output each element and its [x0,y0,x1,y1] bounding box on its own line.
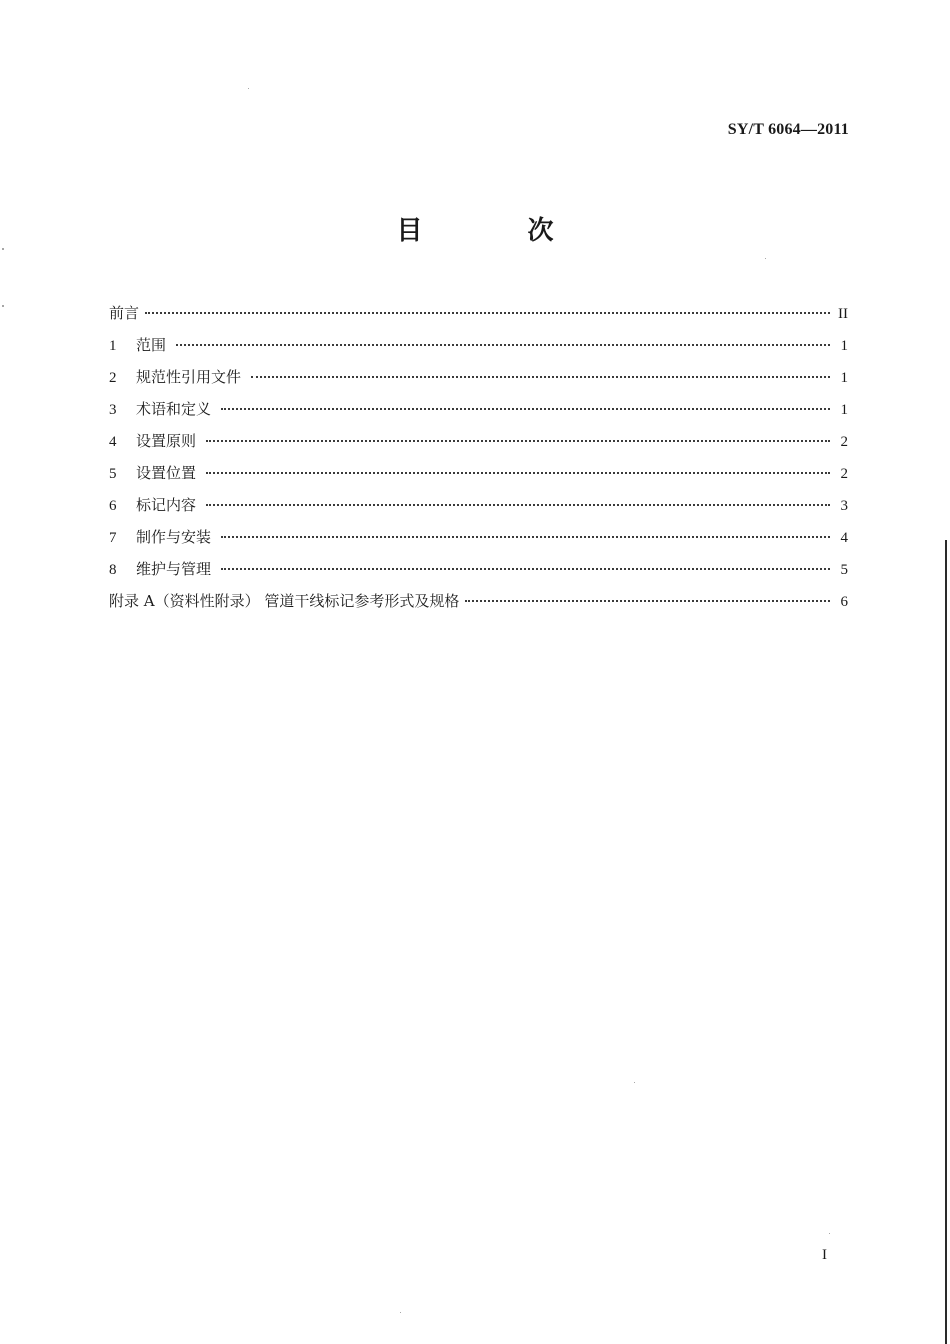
toc-entry-page: II [838,306,848,322]
standard-number: SY/T 6064—2011 [727,121,849,138]
page-number: I [822,1247,827,1263]
scan-speck [765,258,766,259]
scan-speck [829,1233,830,1234]
toc-entry-label: 前言 [109,304,140,322]
toc-entry-number: 3 [109,402,117,418]
leader-dots [465,599,830,602]
toc-entry-page: 5 [840,562,848,578]
leader-dots [206,439,830,442]
toc-entry-label: 维护与管理 [136,560,212,578]
toc-entry-page: 1 [840,402,848,418]
scan-speck [400,1312,401,1313]
toc-entry-5[interactable] [109,462,848,494]
toc-entry-8[interactable] [109,558,848,590]
toc-entry-number: 4 [109,434,117,450]
toc-entry-page: 2 [840,466,848,482]
toc-entry-label: 术语和定义 [136,400,212,418]
leader-dots [206,471,830,474]
toc-entry-number: 6 [109,498,117,514]
toc-entry-label: 附录 A（资料性附录） 管道干线标记参考形式及规格 [109,592,460,610]
leader-dots [221,407,830,410]
table-of-contents [109,302,848,622]
leader-dots [176,343,830,346]
toc-entry-2[interactable] [109,366,848,398]
toc-title: 目 次 [396,216,602,246]
scan-speck [248,88,249,89]
toc-entry-label: 制作与安装 [136,528,212,546]
toc-entry-appendix-a[interactable] [109,590,848,622]
toc-entry-page: 1 [840,370,848,386]
scan-speck [634,1082,635,1083]
toc-entry-page: 2 [840,434,848,450]
toc-entry-1[interactable] [109,334,848,366]
scan-speck [2,305,4,307]
toc-entry-preface[interactable] [109,302,848,334]
toc-entry-label: 标记内容 [136,496,197,514]
leader-dots [251,375,830,378]
toc-entry-page: 6 [840,594,848,610]
toc-entry-number: 1 [109,338,117,354]
toc-entry-7[interactable] [109,526,848,558]
leader-dots [221,535,830,538]
toc-entry-label: 范围 [136,336,167,354]
toc-entry-label: 设置原则 [136,432,197,450]
toc-entry-6[interactable] [109,494,848,526]
toc-entry-page: 4 [840,530,848,546]
toc-entry-label: 规范性引用文件 [136,368,242,386]
toc-entry-number: 7 [109,530,117,546]
toc-entry-page: 3 [840,498,848,514]
scan-speck [2,248,4,250]
toc-entry-page: 1 [840,338,848,354]
toc-entry-3[interactable] [109,398,848,430]
leader-dots [206,503,830,506]
toc-entry-number: 8 [109,562,117,578]
leader-dots [221,567,830,570]
toc-entry-number: 2 [109,370,117,386]
toc-entry-label: 设置位置 [136,464,197,482]
toc-entry-4[interactable] [109,430,848,462]
scan-edge-line [945,540,947,1344]
leader-dots [145,311,830,314]
toc-entry-number: 5 [109,466,117,482]
